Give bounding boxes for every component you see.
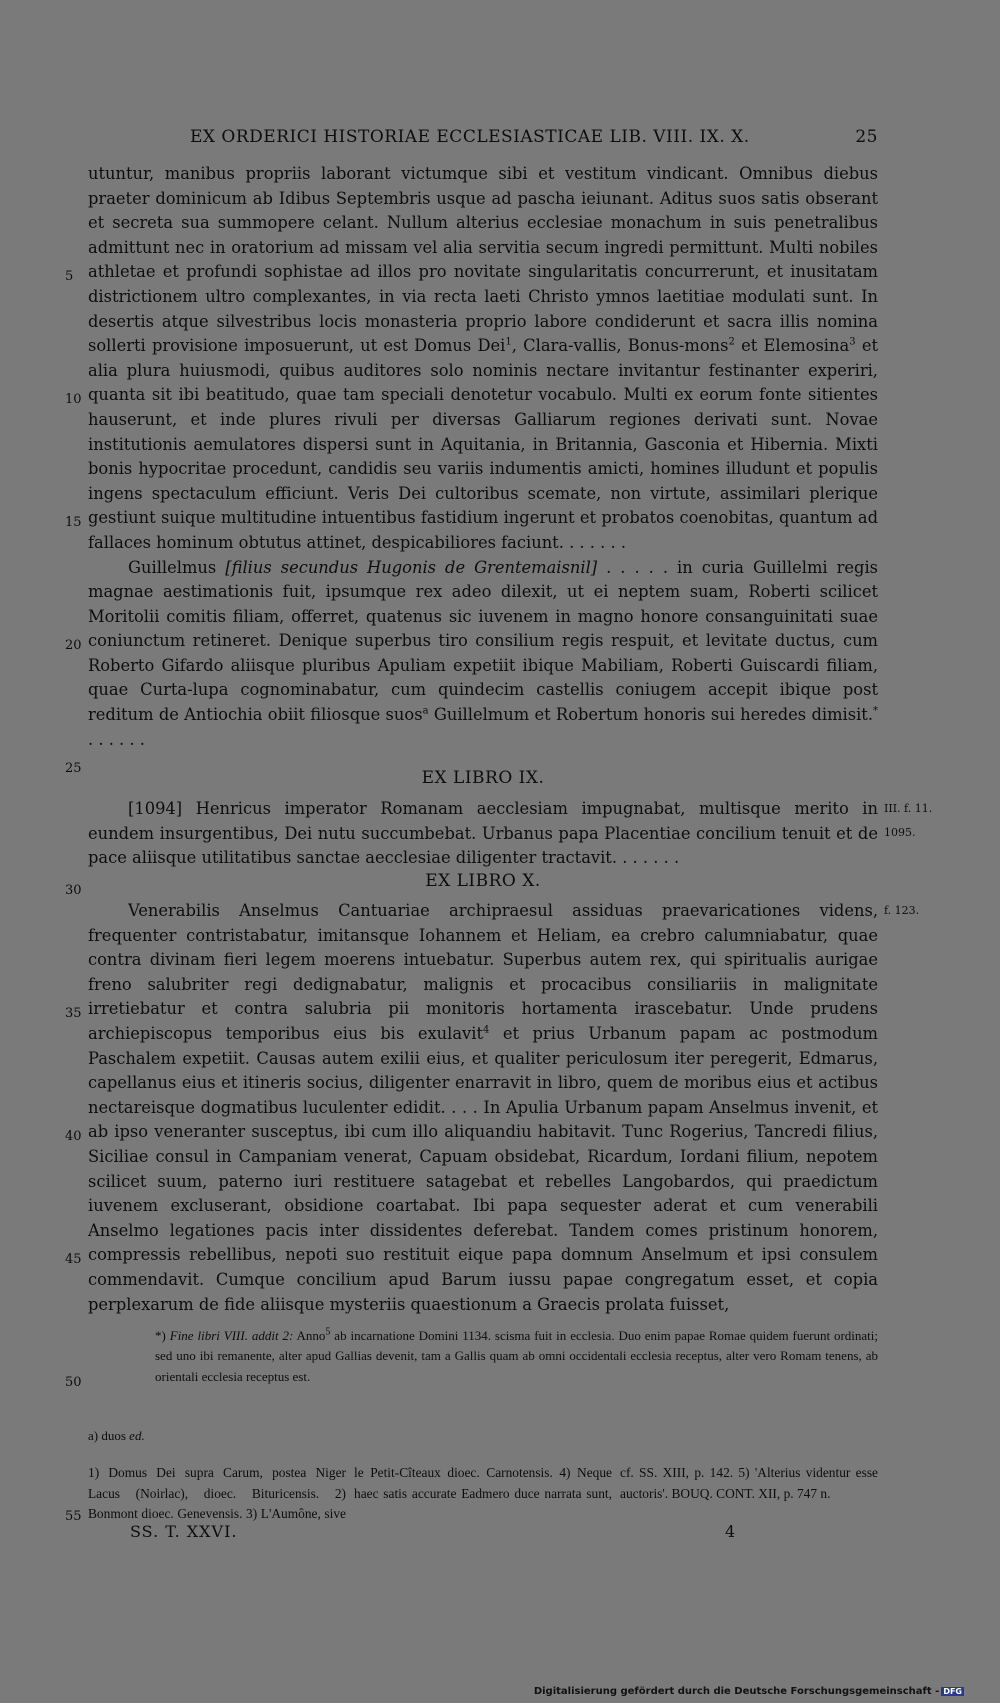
- variant-note: a) duos ed.: [88, 1428, 145, 1443]
- editorial-notes: 1) Domus Dei supra Carum, postea Niger Lacus (Noirlac), dioec. Bituricensis. 2) Bonmont dioec. Genevensis. 3) L'Aumône, sive le Petit-Cîteaux dioec. Carnotensis. 4) Neque haec satis accurate Eadmero duce narrata sunt, cf. SS. XIII, p. 142. 5) 'Alterius videntur esse auctoris'. BOUQ. CONT. XII, p. 747 n.: [88, 1465, 878, 1521]
- body-text-book-ix: [88, 797, 878, 871]
- line-number: 25: [65, 761, 82, 776]
- line-number: 35: [65, 1006, 82, 1021]
- dfg-logo: DFG: [943, 1687, 962, 1696]
- paragraph: Guillelmus [filius secundus Hugonis de Grentemaisnil] . . . . . in curia Guillelmi regis magnae aestimationis fuit, ipsumque rex adeo dilexit, ut ei neptem suam, Roberti scilicet Moritolii comitis filiam, offerret, quatenus sic iuvenem in magno honore consanguinitati suae coniunctum retineret. Denique superbus tiro consilium regis respuit, et levitate ductus, cum Roberto Gifardo aliisque pluribus Apuliam expetiit ibique Mabiliam, Roberti Guiscardi filiam, quae Curta-lupa cognominabatur, cum quindecim castellis coniugem accepit ibique post reditum de Antiochia obiit filiosque suos$^a$ Guillelmum et Robertum honoris sui heredes dimisit.* . . . . . .: [88, 557, 879, 749]
- signature-mark: SS. T. XXVI.: [130, 1522, 238, 1541]
- paragraph: Venerabilis Anselmus Cantuariae archipraesul assiduas praevaricationes videns, frequenter contristabatur, imitansque Iohannem et Heliam, ea crebro calumniabatur, quae contra divinam fieri legem moerens intuebatur. Superbus autem rex, qui spiritualis aurigae freno salubriter regi dedignabatur, malignis et procacibus consiliariis in malignitate irretiebatur et contra salubria pii monitoris hortamenta irascebatur. Unde prudens archiepiscopus temporibus eius bis exulavit$^4$ et prius Urbanum papam ac postmodum Paschalem expetiit. Causas autem exilii eius, et qualiter periculosum iter peregerit, Edmarus, capellanus eius et itineris socius, diligenter enarravit in libro, quem de moribus eius et actibus nectareisque dogmatibus luculenter edidit. . . . In Apulia Urbanum papam Anselmus invenit, et ab ipso veneranter susceptus, ibi cum illo aliquandiu habitavit. Tunc Rogerius, Tancredi filius, Siciliae consul in Campaniam venerat, Capuam obsidebat, Ricardum, Iordani filium, nepotem scilicet suum, paterno iuri restituere satagebat et rebelles Langobardos, qui praedictum iuvenem excluserant, obsidione coartabat. Ibi papa sequester aderat et cum venerabili Anselmo legationes pacis inter dissidentes deferebat. Tandem comes pristinum honorem, compressis rebellibus, nepoti suo restituit eique papa domnum Anselmum et ipsi consulem commendavit. Cumque concilium apud Barum iussu papae congregatum esset, et copia perplexarum de fide aliisque mysteriis quaestionum a Graecis prolata fuisset,: [88, 901, 878, 1314]
- line-number: 55: [65, 1509, 82, 1524]
- margin-note: f. 123.: [884, 904, 920, 917]
- paragraph: utuntur, manibus propriis laborant victumque sibi et vestitum vindicant. Omnibus diebus praeter dominicum ab Idibus Septembris usque ad pascha ieiunant. Aditus suos satis obserant et secreta sua summopere celant. Nullum alterius ecclesiae monachum in suis penetralibus admittunt nec in oratorium ad missam vel alia servitia secum ingredi permittunt. Multi nobiles athletae et profundi sophistae ad illos pro novitate singularitatis concurrerunt, et inusitatam districtionem ultro complexantes, in via recta laeti Christo ymnos laetitiae modulati sunt. In desertis atque silvestribus locis monasteria proprio labore condiderunt et sacra illis nomina sollerti provisione imposuerunt, ut est Domus Dei$^1$, Clara-vallis, Bonus-mons$^2$ et Elemosina$^3$ et alia plura huiusmodi, quibus auditores solo nominis nectare invitantur festinanter experiri, quanta sit ibi beatitudo, quae tam speciali denotetur vocabulo. Multi ex eorum fonte sitientes hauserunt, et inde plures rivuli per diversas Galliarum regiones derivati sunt. Novae institutionis aemulatores dispersi sunt in Aquitania, in Britannia, Gasconia et Hibernia. Mixti bonis hypocritae procedunt, candidis seu variis indumentis amicti, homines illudunt et populis ingens spectaculum efficiunt. Veris Dei cultoribus scemate, non virtute, assimilari plerique gestiunt suique multitudine intuentibus fastidium ingerunt et probatos coenobitas, quantum ad fallaces hominum obtutus attinet, despicabiliores faciunt. . . . . . .: [88, 164, 878, 552]
- digitization-credit: Digitalisierung gefördert durch die Deutsche Forschungsgemeinschaft - DFG: [533, 1686, 962, 1697]
- paragraph: [1094] Henricus imperator Romanam aecclesiam impugnabat, multisque merito in eundem insurgentibus, Dei nutu succumbebat. Urbanus papa Placentiae concilium tenuit et de pace aliisque utilitatibus sanctae aecclesiae diligenter tractavit. . . . . . .: [88, 799, 878, 868]
- line-number: 50: [65, 1375, 82, 1390]
- margin-note: 1095.: [884, 826, 916, 839]
- section-heading: EX LIBRO IX.: [421, 768, 545, 788]
- body-text-book-x: [88, 899, 878, 1317]
- line-number: 40: [65, 1129, 82, 1144]
- section-heading: EX LIBRO X.: [425, 871, 541, 891]
- line-number: 10: [65, 392, 82, 407]
- line-number: 30: [65, 883, 82, 898]
- page-number: 25: [855, 127, 878, 147]
- margin-note: III. f. 11.: [884, 802, 933, 815]
- line-number: 20: [65, 638, 82, 653]
- body-text-book-viii: [88, 162, 878, 752]
- line-number: 15: [65, 515, 82, 530]
- footnote: *) Fine libri VIII. addit 2: Anno$^5$ ab incarnatione Domini 1134. scisma fuit in ecclesia. Duo enim papae Romae quidem fuerunt ordinati; sed uno ibi remanente, alter apud Gallias devenit, tam a Gallis quam ab omni occidentali ecclesia receptus, alter vero Romam tenens, ab orientali ecclesia receptus est.: [155, 1326, 879, 1384]
- line-number: 45: [65, 1252, 82, 1267]
- running-title: EX ORDERICI HISTORIAE ECCLESIASTICAE LIB. VIII. IX. X.: [190, 127, 750, 147]
- line-number: 5: [65, 269, 74, 284]
- fold-number: 4: [725, 1522, 736, 1541]
